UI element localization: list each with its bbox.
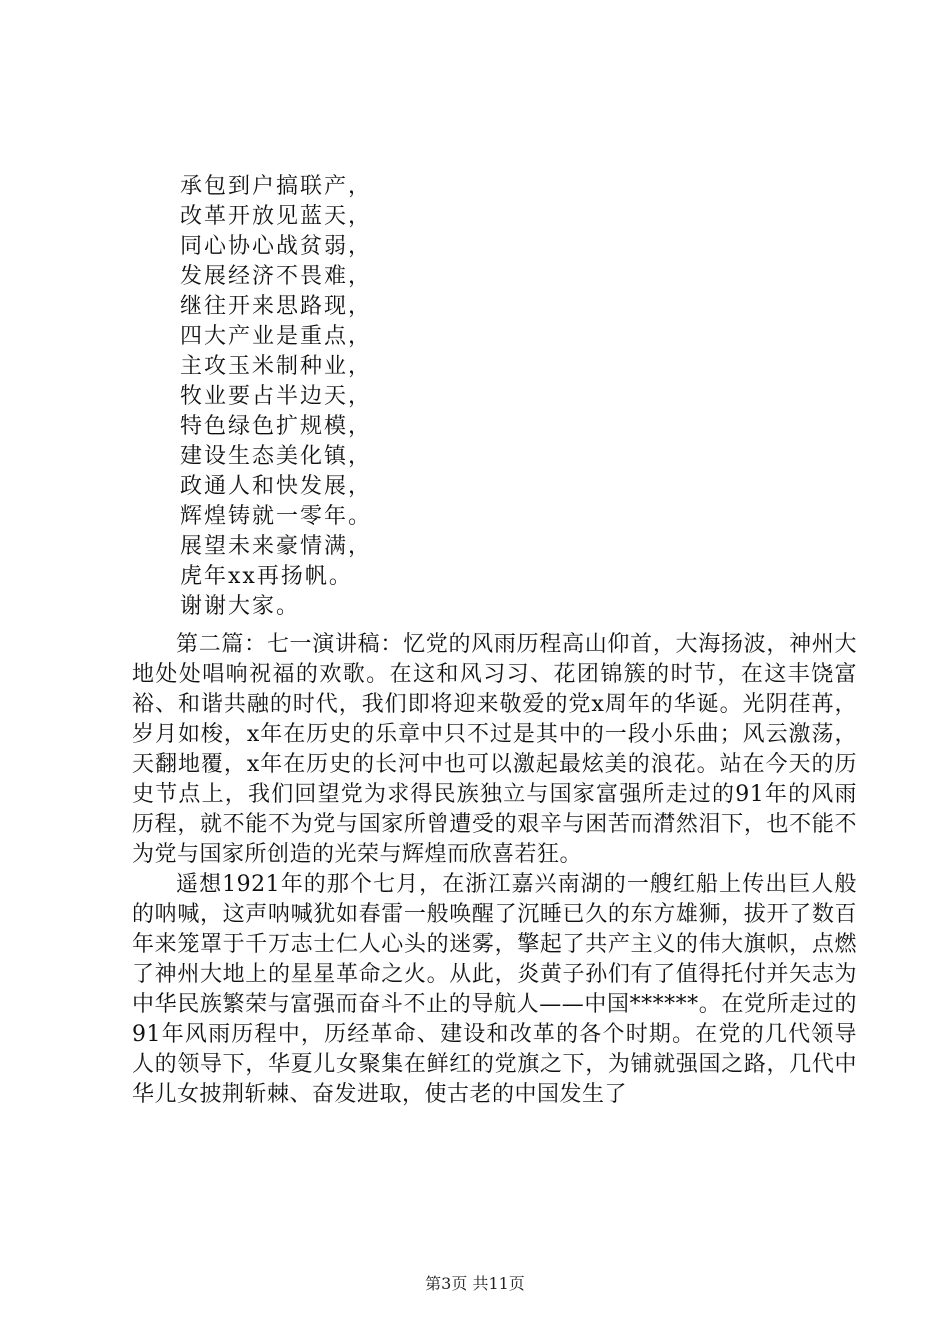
page-number-footer: 第3页 共11页 bbox=[425, 1274, 525, 1293]
poem-line: 政通人和快发展， bbox=[180, 474, 373, 499]
paragraph-1921-history: 遥想1921年的那个七月，在浙江嘉兴南湖的一艘红船上传出巨人般的呐喊，这声呐喊犹如春雷一般唤醒了沉睡已久的东方雄狮，拔开了数百年来笼罩于千万志士仁人心头的迷雾，擎起了共产主义的伟大旗帜，点燃了神州大地上的星星革命之火。从此，炎黄子孙们有了值得托付并矢志为中华民族繁荣与富强而奋斗不止的导航人——中国******。在党所走过的91年风雨历程中，历经革命、建设和改革的各个时期。在党的几代领导人的领导下，华夏儿女聚集在鲜红的党旗之下，为铺就强国之路，几代中华儿女披荆斩棘、奋发进取，使古老的中国发生了 bbox=[132, 872, 857, 1107]
poem-line: 谢谢大家。 bbox=[180, 594, 301, 619]
poem-line: 继往开来思路现， bbox=[180, 294, 373, 319]
poem-block bbox=[180, 172, 372, 622]
poem-line: 展望未来豪情满， bbox=[180, 534, 373, 559]
poem-line: 虎年xx再扬帆。 bbox=[180, 564, 353, 589]
poem-line: 辉煌铸就一零年。 bbox=[180, 504, 373, 529]
poem-line: 同心协心战贫弱， bbox=[180, 234, 373, 259]
poem-line: 四大产业是重点， bbox=[180, 324, 373, 349]
poem-line: 牧业要占半边天， bbox=[180, 384, 373, 409]
poem-line: 特色绿色扩规模， bbox=[180, 414, 373, 439]
poem-line: 承包到户搞联产， bbox=[180, 174, 373, 199]
poem-line: 建设生态美化镇， bbox=[180, 444, 373, 469]
poem-line: 主攻玉米制种业， bbox=[180, 354, 373, 379]
poem-line: 改革开放见蓝天， bbox=[180, 204, 373, 229]
body-text bbox=[132, 630, 857, 1110]
paragraph-speech-intro: 第二篇：七一演讲稿：忆党的风雨历程高山仰首，大海扬波，神州大地处处唱响祝福的欢歌。在这和风习习、花团锦簇的时节，在这丰饶富裕、和谐共融的时代，我们即将迎来敬爱的党x周年的华诞。光阴荏苒，岁月如梭，x年在历史的乐章中只不过是其中的一段小乐曲；风云激荡，天翻地覆，x年在历史的长河中也可以激起最炫美的浪花。站在今天的历史节点上，我们回望党为求得民族独立与国家富强所走过的91年的风雨历程，就不能不为党与国家所曾遭受的艰辛与困苦而潸然泪下，也不能不为党与国家所创造的光荣与辉煌而欣喜若狂。 bbox=[132, 632, 857, 867]
poem-line: 发展经济不畏难， bbox=[180, 264, 373, 289]
